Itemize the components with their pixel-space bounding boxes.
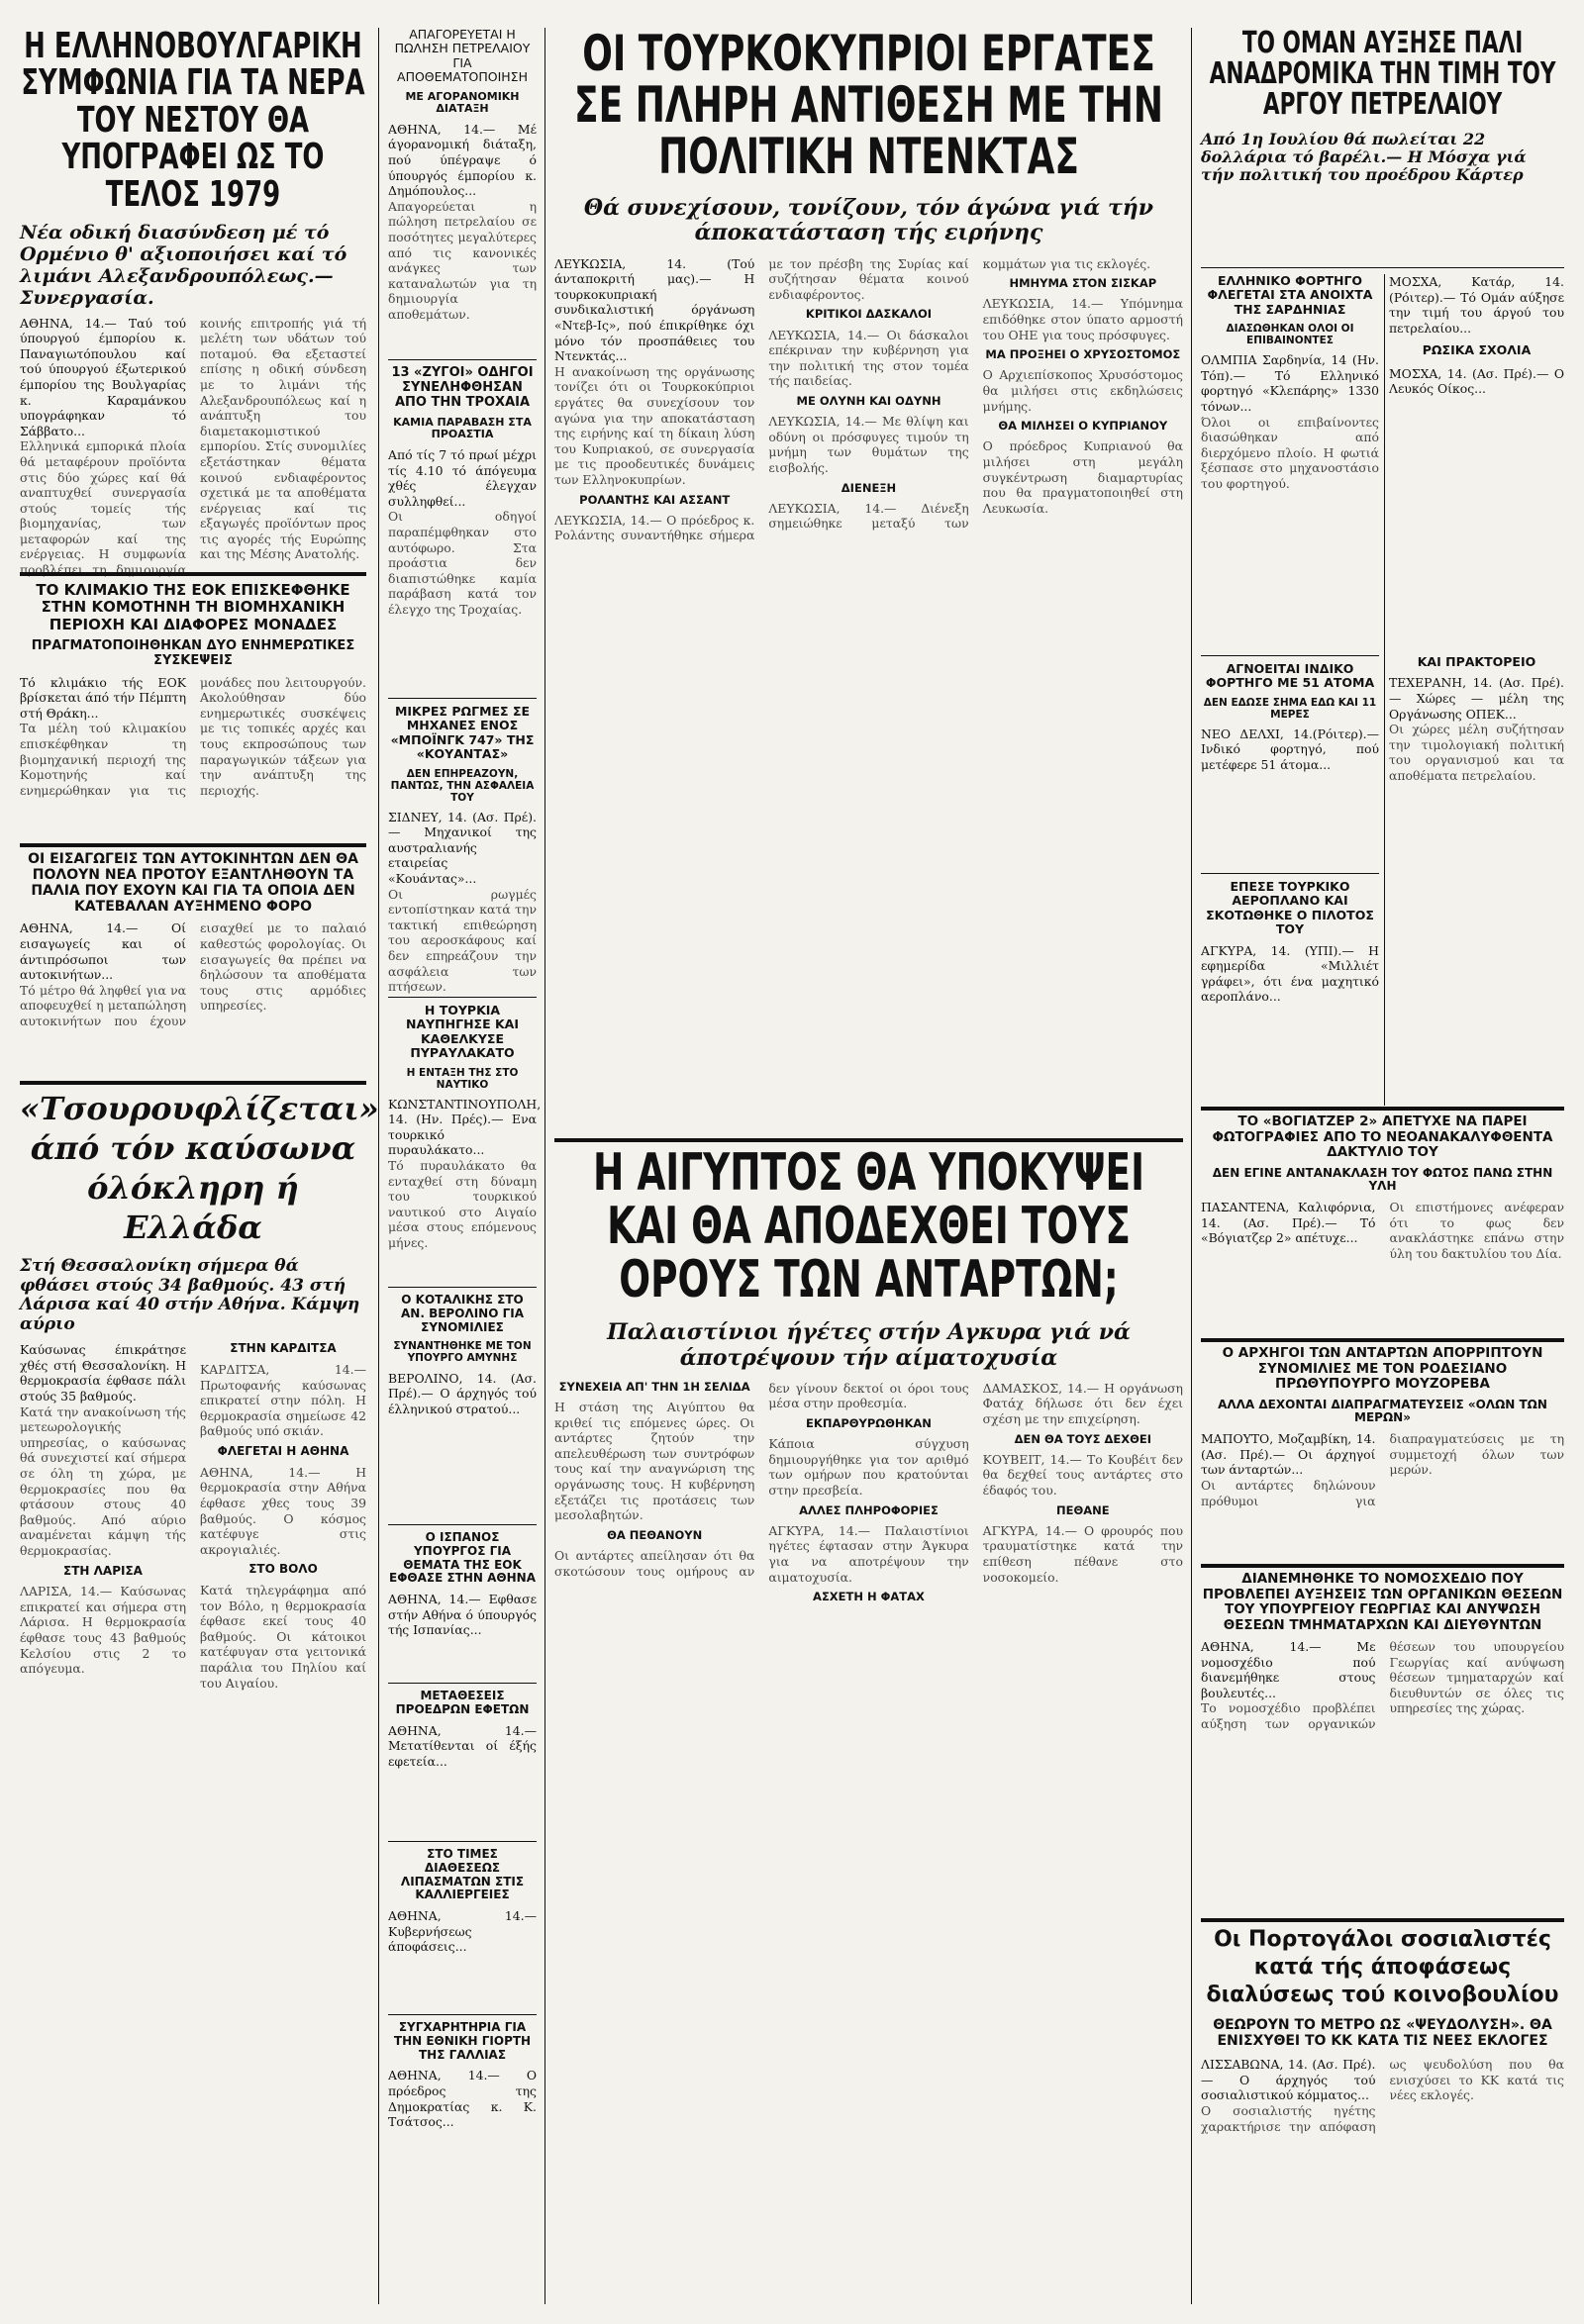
egypt-filler-4: ΑΓΚΥΡΑ, 14.— Παλαιστίνιοι ηγέτες έφτασαν στην Άγκυρα για να αποτρέψουν την αιματοχυσία. (768, 1522, 969, 1585)
rhodesia-kicker: ΑΛΛΑ ΔΕΧΟΝΤΑΙ ΔΙΑΠΡΑΓΜΑΤΕΥΣΕΙΣ «ΟΛΩΝ ΤΩΝ ΜΕΡΩΝ» (1218, 1397, 1547, 1425)
turkey-navy-article (388, 1003, 542, 1281)
petroleum-ban-article (388, 28, 537, 354)
turkish-plane-headline: ΕΠΕΣΕ ΤΟΥΡΚΙΚΟ ΑΕΡΟΠΛΑΝΟ ΚΑΙ ΣΚΟΤΩΘΗΚΕ Ο ΠΙΛΟΤΟΣ ΤΟΥ (1206, 879, 1374, 937)
portugal-body: ΛΙΣΣΑΒΩΝΑ, 14. (Ασ. Πρέ).— Ο άρχηγός τού σοσιαλιστικού κόμματος... (1201, 2057, 1376, 2103)
oman-dateline: ΜΟΣΧΑ, Κατάρ, 14. (Ρόιτερ).— Τό Ομάν αύξησε την τιμή του άργού του πετρελαίου... (1389, 274, 1564, 336)
egypt-subhead: Παλαιστίνιοι ήγέτες στήν Αγκυρα γιά νά άποτρέψουν τήν αίματοχυσία (607, 1319, 1131, 1371)
heatwave-body: Καύσωνας έπικράτησε χθές στή Θεσσαλονίκη. Η θερμοκρασία έφθασε πάλι στούς 35 βαθμούς. (20, 1342, 186, 1404)
rhodesia-filler: Οι αντάρτες δηλώνουν πρόθυμοι για διαπραγματεύσεις με τη συμμετοχή όλων των μερών. (1201, 1431, 1564, 1508)
greek-freighter-kicker: ΔΙΑΣΩΘΗΚΑΝ ΟΛΟΙ ΟΙ ΕΠΙΒΑΙΝΟΝΤΕΣ (1226, 323, 1354, 347)
cars-headline: ΟΙ ΕΙΣΑΓΩΓΕΙΣ ΤΩΝ ΑΥΤΟΚΙΝΗΤΩΝ ΔΕΝ ΘΑ ΠΟΛΟΥΝ ΝΕΑ ΠΡΟΤΟΥ ΕΞΑΝΤΛΗΘΟΥΝ ΤΑ ΠΑΛΙΑ ΠΟΥ ΕΧΟΥΝ ΚΑΙ ΓΙΑ ΤΑ ΟΠΟΙΑ ΔΕΝ ΚΑΤΕΒΑΛΑΝ ΑΥΞΗΜΕΝΟ ΦΟΡΟ (28, 851, 358, 916)
egypt-filler-6: ΚΟΥΒΕΙΤ, 14.— Το Κουβέιτ δεν θα δεχθεί τους αντάρτες στο έδαφός του. (982, 1451, 1183, 1499)
heatwave-filler-3: ΚΑΡΔΙΤΣΑ, 14.— Πρωτοφανής καύσωνας επικρατεί στην πόλη. Η θερμοκρασία σημείωσε 42 βαθμούς υπό σκιάν. (200, 1361, 366, 1439)
heatwave-filler-2: ΛΑΡΙΣΑ, 14.— Καύσωνας επικρατεί και σήμερα στη Λάρισα. Η θερμοκρασία έφθασε τους 43 βαθμούς Κελσίου στις 2 το απόγευμα. (20, 1584, 186, 1677)
fertilizers-headline: ΣΤΟ ΤΙΜΕΣ ΔΙΑΘΕΣΕΩΣ ΛΙΠΑΣΜΑΤΩΝ ΣΤΙΣ ΚΑΛΛΙΕΡΓΕΙΕΣ (400, 1847, 525, 1902)
heatwave-section-volos: ΣΤΟ ΒΟΛΟ (248, 1562, 318, 1577)
missing-freighter-body: ΝΕΟ ΔΕΛΧΙ, 14.(Ρόιτερ).— Ινδικό φορτηγό, πού μετέφερε 51 άτομα... (1201, 726, 1379, 773)
egypt-filler-3: Κάποια σύγχυση δημιουργήθηκε για τον αριθμό των ομήρων που κρατούνται στην πρεσβεία. (768, 1436, 969, 1499)
petroleum-ban-body: ΑΘΗΝΑ, 14.— Μέ άγορανομική διάταξη, πού ύπέγραψε ό ύπουργός έμπορίου κ. Δημόπουλος... (388, 121, 537, 199)
berlin-body: ΒΕΡΟΛΙΝΟ, 14. (Ασ. Πρέ).— Ο άρχηγός τού έλληνικού στρατού... (388, 1370, 537, 1416)
nestos-headline: Η ΕΛΛΗΝΟΒΟΥΛΓΑΡΙΚΗ ΣΥΜΦΩΝΙΑ ΓΙΑ ΤΑ ΝΕΡΑ ΤΟΥ ΝΕΣΤΟΥ ΘΑ ΥΠΟΓΡΑΦΕΙ ΩΣ ΤΟ ΤΕΛΟΣ 1979 (21, 26, 365, 215)
spanish-minister-headline: Ο ΙΣΠΑΝΟΣ ΥΠΟΥΡΓΟΣ ΓΙΑ ΘΕΜΑΤΑ ΤΗΣ ΕΟΚ ΕΦΘΑΣΕ ΣΤΗΝ ΑΘΗΝΑ (389, 1530, 536, 1586)
cyprus-section-3: ΜΕ ΟΛΥΝΗ ΚΑΙ ΟΔΥΝΗ (796, 393, 941, 408)
cypriot-workers-filler-4: ΛΕΥΚΩΣΙΑ, 14.— Με θλίψη και οδύνη οι πρόσφυγες τιμούν τη μνήμη των θυμάτων της εισβολής. (768, 414, 969, 475)
heatwave-filler-4: ΑΘΗΝΑ, 14.— Η θερμοκρασία στην Αθήνα έφθασε χθες τους 39 βαθμούς. Ο κόσμος κατέφυγε στις ακρογιαλιές. (200, 1464, 366, 1557)
berlin-headline: Ο ΚΟΤΑΛΙΚΗΣ ΣΤΟ ΑΝ. ΒΕΡΟΛΙΝΟ ΓΙΑ ΣΥΝΟΜΙΛΙΕΣ (401, 1293, 524, 1334)
turkish-plane-body: ΑΓΚΥΡΑ, 14. (ΥΠΙ).— Η εφημερίδα «Μιλλιέτ γράφει», ότι ένα μαχητικό αεροπλάνο... (1201, 942, 1379, 1005)
voyager-kicker: ΔΕΝ ΕΓΙΝΕ ΑΝΤΑΝΑΚΛΑΣΗ ΤΟΥ ΦΩΤΟΣ ΠΑΝΩ ΣΤΗΝ ΥΛΗ (1212, 1165, 1553, 1194)
egypt-filler-5: ΔΑΜΑΣΚΟΣ, 14.— Η οργάνωση Φατάχ δήλωσε ότι δεν έχει σχέση με την επιχείρηση. (982, 1380, 1183, 1427)
contractors-filler: Οι χώρες μέλη συζήτησαν την τιμολογιακή πολιτική του οργανισμού και τα αποθέματα πετρελαίου. (1389, 722, 1564, 783)
greek-freighter-filler: Όλοι οι επιβαίνοντες διασώθηκαν από διερχόμενο πλοίο. Η φωτιά ξέσπασε στο μηχανοστάσιο του φορτηγού. (1201, 414, 1379, 491)
promotions-filler: Το νομοσχέδιο προβλέπει αύξηση των οργανικών θέσεων του υπουργείου Γεωργίας καί ανύψωση θέσεων τμηματαρχών καί διευθυντών σε όλες τις υπηρεσίες της χώρας. (1201, 1639, 1564, 1732)
oman-article (1201, 28, 1564, 265)
berlin-kicker: ΣΥΝΑΝΤΗΘΗΚΕ ΜΕ ΤΟΝ ΥΠΟΥΡΓΟ ΑΜΥΝΗΣ (393, 1340, 532, 1365)
judges-body: ΑΘΗΝΑ, 14.— Μετατίθενται οί έξής εφετεία... (388, 1722, 537, 1769)
egypt-section-4: ΑΣΧΕΤΗ Η ΦΑΤΑΧ (813, 1590, 925, 1604)
heatwave-filler-5: Κατά τηλεγράφημα από τον Βόλο, η θερμοκρασία έφθασε εκεί τους 40 βαθμούς. Οι κάτοικοι κατέφυγαν στα γειτονικά παράλια του Πηλίου καί του Αιγαίου. (200, 1583, 366, 1691)
cypriot-workers-headline: ΟΙ ΤΟΥΡΚΟΚΥΠΡΙΟΙ ΕΡΓΑΤΕΣ ΣΕ ΠΛΗΡΗ ΑΝΤΙΘΕΣΗ ΜΕ ΤΗΝ ΠΟΛΙΤΙΚΗ ΝΤΕΝΚΤΑΣ (573, 25, 1164, 185)
contractors-headline: ΚΑΙ ΠΡΑΚΤΟΡΕΙΟ (1417, 654, 1536, 669)
promotions-headline: ΔΙΑΝΕΜΗΘΗΚΕ ΤΟ ΝΟΜΟΣΧΕΔΙΟ ΠΟΥ ΠΡΟΒΛΕΠΕΙ ΑΥΞΗΣΕΙΣ ΤΩΝ ΟΡΓΑΝΙΚΩΝ ΘΕΣΕΩΝ ΤΟΥ ΥΠΟΥΡΓΕΙΟΥ ΓΕΩΡΓΙΑΣ ΚΑΙ ΑΝΥΨΩΣΗ ΘΕΣΕΩΝ ΤΜΗΜΑΤΑΡΧΩΝ ΚΑΙ ΔΙΕΥΘΥΝΤΩΝ (1202, 1571, 1563, 1633)
jumbo-kicker: ΔΕΝ ΕΠΗΡΕΑΖΟΥΝ, ΠΑΝΤΩΣ, ΤΗΝ ΑΣΦΑΛΕΙΑ ΤΟΥ (390, 767, 535, 804)
nestos-article (20, 26, 366, 578)
missing-freighter-article (1201, 662, 1379, 870)
turkey-navy-kicker: Η ΕΝΤΑΞΗ ΤΗΣ ΣΤΟ ΝΑΥΤΙΚΟ (406, 1066, 519, 1091)
cypriot-workers-article (554, 25, 1183, 1131)
missing-freighter-kicker: ΔΕΝ ΕΔΩΣΕ ΣΗΜΑ ΕΔΩ ΚΑΙ 11 ΜΕΡΕΣ (1203, 696, 1377, 721)
berlin-article (388, 1294, 537, 1521)
egypt-section-3: ΑΛΛΕΣ ΠΛΗΡΟΦΟΡΙΕΣ (799, 1502, 939, 1517)
heatwave-headline: «Τσουρουφλίζεται» άπό τόν καύσωνα όλόκληρη ή Ελλάδα (20, 1090, 379, 1246)
fertilizers-article (388, 1848, 537, 2011)
cypriot-workers-filler-7: Ο Αρχιεπίσκοπος Χρυσόστομος θα μιλήσει στις εκδηλώσεις μνήμης. (982, 367, 1183, 414)
promotions-body: ΑΘΗΝΑ, 14.— Με νομοσχέδιο πού διανεμήθηκε στους βουλευτές... (1201, 1639, 1376, 1700)
portugal-headline: Οι Πορτογάλοι σοσιαλιστές κατά τής άποφάσεως διαλύσεως τού κοινοβουλίου (1206, 1927, 1559, 2007)
judges-headline: ΜΕΤΑΘΕΣΕΙΣ ΠΡΟΕΔΡΩΝ ΕΦΕΤΩΝ (395, 1689, 530, 1716)
cyprus-section-4: ΔΙΕΝΕΞΗ (841, 480, 897, 495)
cyprus-section-5: ΗΜΗΥΜΑ ΣΤΟΝ ΣΙΣΚΑΡ (1009, 276, 1157, 291)
cypriot-workers-filler-3: ΛΕΥΚΩΣΙΑ, 14.— Οι δάσκαλοι επέκριναν την κυβέρνηση για την πολιτική της στον τομέα τής παιδείας. (768, 327, 969, 389)
cars-body: ΑΘΗΝΑ, 14.— Οί εισαγωγείς και οί άντιπρόσωποι των αυτοκινήτων... (20, 920, 186, 983)
jumbo-filler: Οι ρωγμές εντοπίστηκαν κατά την τακτική επιθεώρηση του αεροσκάφους καί δεν επηρεάζουν την ασφάλεια των πτήσεων. (388, 886, 537, 995)
cyprus-section-1: ΡΟΛΑΝΤΗΣ ΚΑΙ ΑΣΣΑΝΤ (579, 492, 731, 507)
cypriot-workers-filler-8: Ο πρόεδρος Κυπριανού θα μιλήσει στη μεγάλη συγκέντρωση διαμαρτυρίας που θα πραγματοποιηθεί στη Λευκωσία. (982, 438, 1183, 516)
turkish-plane-article (1201, 880, 1379, 1103)
spanish-minister-article (388, 1531, 537, 1680)
missing-freighter-headline: ΑΓΝΟΕΙΤΑΙ ΙΝΔΙΚΟ ΦΟΡΤΗΓΟ ΜΕ 51 ΑΤΟΜΑ (1205, 661, 1375, 691)
eoc-komotini-article (20, 582, 366, 834)
cyprus-section-7: ΘΑ ΜΙΛΗΣΕΙ Ο ΚΥΠΡΙΑΝΟΥ (998, 419, 1168, 434)
jumbo-article (388, 704, 537, 995)
eoc-komotini-headline: ΤΟ ΚΛΙΜΑΚΙΟ ΤΗΣ ΕΟΚ ΕΠΙΣΚΕΦΘΗΚΕ ΣΤΗΝ ΚΟΜΟΤΗΝΗ ΤΗ ΒΙΟΜΗΧΑΝΙΚΗ ΠΕΡΙΟΧΗ ΚΑΙ ΔΙΑΦΟΡΕΣ ΜΟΝΑΔΕΣ (36, 581, 350, 633)
portugal-kicker: ΘΕΩΡΟΥΝ ΤΟ ΜΕΤΡΟ ΩΣ «ΨΕΥΔΟΛΥΣΗ». ΘΑ ΕΝΙΣΧΥΘΕΙ ΤΟ ΚΚ ΚΑΤΑ ΤΙΣ ΝΕΕΣ ΕΚΛΟΓΕΣ (1213, 2017, 1552, 2050)
zygoi-body: Από τίς 7 τό πρωί μέχρι τίς 4.10 τό άπόγευμα χθές έλεγχαν συλληφθεί... (388, 447, 537, 509)
fertilizers-body: ΑΘΗΝΑ, 14.— Κυβερνήσεως άποφάσεις... (388, 1908, 537, 1955)
eoc-komotini-filler: Τα μέλη τού κλιμακίου επισκέφθηκαν τη βιομηχανική περιοχή της Κομοτηνής καί ενημερώθηκαν για τις μονάδες που λειτουργούν. Ακολούθησαν δύο ενημερωτικές συσκέψεις με τις τοπικές αρχές και τους εκπροσώπους των παραγωγικών τάξεων για την ανάπτυξη της περιοχής. (20, 674, 366, 798)
turkey-navy-body: ΚΩΝΣΤΑΝΤΙΝΟΥΠΟΛΗ, 14. (Ην. Πρές).— Ενα τουρκικό πυραυλάκατο... (388, 1096, 542, 1158)
voyager-article (1201, 1114, 1564, 1332)
heatwave-section-karditsa: ΣΤΗΝ ΚΑΡΔΙΤΣΑ (230, 1341, 337, 1356)
greek-freighter-article (1201, 274, 1379, 650)
zygoi-article (388, 366, 537, 693)
zygoi-filler: Οι οδηγοί παραπέμφθηκαν στο αυτόφωρο. Στα προάστια δεν διαπιστώθηκε καμία παράβαση κατά τον έλεγχο της Τροχαίας. (388, 509, 537, 618)
turkey-navy-headline: Η ΤΟΥΡΚΙΑ ΝΑΥΠΗΓΗΣΕ ΚΑΙ ΚΑΘΕΛΚΥΣΕ ΠΥΡΑΥΛΑΚΑΤΟ (406, 1003, 519, 1061)
greek-freighter-headline: ΕΛΛΗΝΙΚΟ ΦΟΡΤΗΓΟ ΦΛΕΓΕΤΑΙ ΣΤΑ ΑΝΟΙΧΤΑ ΤΗΣ ΣΑΡΔΗΝΙΑΣ (1207, 273, 1373, 317)
egypt-continued: ΣΥΝΕΧΕΙΑ ΑΠ' ΤΗΝ 1Η ΣΕΛΙΔΑ (558, 1379, 750, 1394)
egypt-filler-2: Οι αντάρτες απείλησαν ότι θα σκοτώσουν τους ομήρους αν δεν γίνουν δεκτοί οι όροι τους μέσα στην προθεσμία. (554, 1380, 969, 1579)
petroleum-ban-filler: Απαγορεύεται η πώληση πετρελαίου σε ποσότητες μεγαλύτερες από τις κανονικές ανάγκες των καταναλωτών για τη δημιουργία αποθεμάτων. (388, 198, 537, 322)
egypt-article (554, 1143, 1183, 2309)
cars-filler: Τό μέτρο θά ληφθεί για να αποφευχθεί η μεταπώληση αυτοκινήτων που έχουν εισαχθεί με το παλαιό καθεστώς φορολογίας. Οι εισαγωγείς θα πρέπει να δηλώσουν τα αποθέματα τους στις αρμόδιες υπηρεσίες. (20, 920, 366, 1028)
egypt-section-6: ΠΕΘΑΝΕ (1056, 1502, 1110, 1517)
cypriot-workers-filler-2: ΛΕΥΚΩΣΙΑ, 14.— Ο πρόεδρος κ. Ρολάντης συναντήθηκε σήμερα με τον πρέσβη της Συρίας καί συζήτησαν θέματα κοινού ενδιαφέροντος. (554, 255, 969, 543)
portugal-article (1201, 1926, 1564, 2307)
egypt-headline: Η ΑΙΓΥΠΤΟΣ ΘΑ ΥΠΟΚΥΨΕΙ ΚΑΙ ΘΑ ΑΠΟΔΕΧΘΕΙ ΤΟΥΣ ΟΡΟΥΣ ΤΩΝ ΑΝΤΑΡΤΩΝ; (592, 1143, 1145, 1310)
cypriot-workers-filler-5: ΛΕΥΚΩΣΙΑ, 14.— Διένεξη σημειώθηκε μεταξύ των κομμάτων για τις εκλογές. (768, 255, 1151, 532)
egypt-section-2: ΕΚΠΑΡΘΥΡΩΘΗΚΑΝ (806, 1416, 932, 1431)
voyager-body: ΠΑΣΑΝΤΕΝΑ, Καλιφόρνια, 14. (Ασ. Πρέ).— Τό «Βόγιατζερ 2» απέτυχε... (1201, 1200, 1376, 1246)
rhodesia-headline: Ο ΑΡΧΗΓΟΙ ΤΩΝ ΑΝΤΑΡΤΩΝ ΑΠΟΡΡΙΠΤΟΥΝ ΣΥΝΟΜΙΛΙΕΣ ΜΕ ΤΟΝ ΡΟΔΕΣΙΑΝΟ ΠΡΩΘΥΠΟΥΡΓΟ ΜΟΥΖΟΡΕΒΑ (1222, 1345, 1543, 1393)
eoc-komotini-kicker: ΠΡΑΓΜΑΤΟΠΟΙΗΘΗΚΑΝ ΔΥΟ ΕΝΗΜΕΡΩΤΙΚΕΣ ΣΥΣΚΕΨΕΙΣ (31, 637, 355, 668)
voyager-headline: ΤΟ «ΒΟΓΙΑΤΖΕΡ 2» ΑΠΕΤΥΧΕ ΝΑ ΠΑΡΕΙ ΦΩΤΟΓΡΑΦΙΕΣ ΑΠΟ ΤΟ ΝΕΟΑΝΑΚΑΛΥΦΘΕΝΤΑ ΔΑΚΤΥΛΙΟ ΤΟΥ (1212, 1114, 1553, 1161)
spanish-minister-body: ΑΘΗΝΑ, 14.— Εφθασε στήν Αθήνα ό ύπουργός τής Ισπανίας... (388, 1592, 537, 1638)
oman-body (1389, 274, 1564, 650)
cypriot-workers-filler-1: Η ανακοίνωση της οργάνωσης τονίζει ότι οι Τουρκοκύπριοι εργάτες θα συνεχίσουν τον αγώνα για την αποκατάσταση της ειρήνης καί τη δίκαιη λύση του Κυπριακού, σε συνεργασία με τις προοδευτικές δυνάμεις των Ελληνοκυπρίων. (554, 363, 755, 487)
heatwave-article (20, 1089, 379, 2311)
cypriot-workers-body: ΛΕΥΚΩΣΙΑ, 14. (Τού άνταποκριτή μας).— Η τουρκοκυπριακή συνδικαλιστική όργάνωση «Ντεβ-Ις», πού έπικρίθηκε όχι μόνο τόν προσπάθειες του Ντενκτάς... (554, 255, 755, 364)
rhodesia-body: ΜΑΠΟΥΤΟ, Μοζαμβίκη, 14. (Ασ. Πρέ).— Οι άρχηγοί των άνταρτών... (1201, 1431, 1376, 1478)
congrats-article (388, 2021, 537, 2308)
turkey-navy-filler: Τό πυραυλάκατο θα ενταχθεί στη δύναμη του τουρκικού ναυτικού στο Αιγαίο μέσα στους επόμενους μήνες. (388, 1158, 537, 1250)
cyprus-section-6: ΜΑ ΠΡΟΞΗΕΙ Ο ΧΡΥΣΟΣΤΟΜΟΣ (985, 347, 1181, 362)
jumbo-body: ΣΙΔΝΕΥ, 14. (Ασ. Πρέ).— Μηχανικοί της αυστραλιανής εταιρείας «Κουάντας»... (388, 809, 537, 887)
voyager-filler: Οι επιστήμονες ανέφεραν ότι το φως δεν ανακλάστηκε επάνω στην ύλη του δακτυλίου του Δία. (1389, 1200, 1564, 1261)
egypt-section-5: ΔΕΝ ΘΑ ΤΟΥΣ ΔΕΧΘΕΙ (1014, 1431, 1152, 1446)
cypriot-workers-subhead: Θά συνεχίσουν, τονίζουν, τόν άγώνα γιά τήν άποκατάσταση τής ειρήνης (583, 195, 1154, 246)
heatwave-subhead: Στή Θεσσαλονίκη σήμερα θά φθάσει στούς 34 βαθμούς. 43 στή Λάρισα καί 40 στήν Αθήνα. Κάμψη αύριο (20, 1256, 360, 1334)
jumbo-headline: ΜΙΚΡΕΣ ΡΩΓΜΕΣ ΣΕ ΜΗΧΑΝΕΣ ΕΝΟΣ «ΜΠΟΪΝΓΚ 747» ΤΗΣ «ΚΟΥΑΝΤΑΣ» (390, 704, 535, 762)
heatwave-section-larisa: ΣΤΗ ΛΑΡΙΣΑ (63, 1563, 143, 1578)
cypriot-workers-filler-6: ΛΕΥΚΩΣΙΑ, 14.— Υπόμνημα επιδόθηκε στον ύπατο αρμοστή του ΟΗΕ για τους πρόσφυγες. (982, 296, 1183, 342)
greek-freighter-body: ΟΛΜΠΙΑ Σαρδηνία, 14 (Ην. Τόπ).— Τό Ελληνικό φορτηγό «Κλεπάρης» 1330 τόνων... (1201, 352, 1379, 415)
russian-school-body: ΜΟΣΧΑ, 14. (Ασ. Πρέ).— Ο Λευκός Οίκος... (1389, 365, 1564, 397)
nestos-body: ΑΘΗΝΑ, 14.— Ταύ τού ύπουργού έμπορίου κ. Παναγιωτόπουλου καί τού ύπουργού έξωτερικού έμπορίου της Βουλγαρίας κ. Καραμάνκου υπογράφηκαν τό Σάββατο... (20, 315, 186, 438)
contractors-body: ΤΕΧΕΡΑΝΗ, 14. (Ασ. Πρέ).— Χώρες — μέλη της Οργάνωσης ΟΠΕΚ... (1389, 675, 1564, 722)
rhodesia-article (1201, 1346, 1564, 1559)
oman-headline: ΤΟ ΟΜΑΝ ΑΥΞΗΣΕ ΠΑΛΙ ΑΝΑΔΡΟΜΙΚΑ ΤΗΝ ΤΙΜΗ ΤΟΥ ΑΡΓΟΥ ΠΕΤΡΕΛΑΙΟΥ (1209, 26, 1556, 123)
egypt-filler-7: ΑΓΚΥΡΑ, 14.— Ο φρουρός που τραυματίστηκε κατά την επίθεση πέθανε στο νοσοκομείο. (982, 1522, 1183, 1585)
zygoi-headline: 13 «ΖΥΓΟΙ» ΟΔΗΓΟΙ ΣΥΝΕΛΗΦΘΗΣΑΝ ΑΠΟ ΤΗΝ ΤΡΟΧΑΙΑ (391, 365, 534, 410)
egypt-section-1: ΘΑ ΠΕΘΑΝΟΥΝ (607, 1527, 703, 1542)
russian-school-headline: ΡΩΣΙΚΑ ΣΧΟΛΙΑ (1422, 342, 1532, 358)
portugal-filler: Ο σοσιαλιστής ηγέτης χαρακτήρισε την απόφαση ως ψευδολύση που θα ενισχύσει το ΚΚ κατά τις νέες εκλογές. (1201, 2057, 1564, 2134)
contractors-article (1389, 655, 1564, 1101)
oman-subhead: Από 1η Ιουλίου θά πωλείται 22 δολλάρια τό βαρέλι.— Η Μόσχα γιά τήν πολιτική του προέδρου Κάρτερ (1201, 129, 1527, 185)
petroleum-ban-headline: ΑΠΑΓΟΡΕΥΕΤΑΙ Η ΠΩΛΗΣΗ ΠΕΤΡΕΛΑΙΟΥ ΓΙΑ ΑΠΟΘΕΜΑΤΟΠΟΙΗΣΗ (394, 27, 531, 85)
cars-article (20, 851, 366, 1074)
cyprus-section-2: ΚΡΙΤΙΚΟΙ ΔΑΣΚΑΛΟΙ (805, 307, 933, 322)
promotions-article (1201, 1572, 1564, 1913)
egypt-filler-1: Η στάση της Αιγύπτου θα κριθεί τις επόμενες ώρες. Οι αντάρτες ζητούν την απελευθέρωση των συντρόφων τους καί την αναγνώριση της οργάνωσης τους. Η κυβέρνηση εξετάζει τις προτάσεις των μεσολαβητών. (554, 1400, 755, 1523)
heatwave-section-athens: ΦΛΕΓΕΤΑΙ Η ΑΘΗΝΑ (217, 1443, 349, 1458)
nestos-filler: Ελληνικά εμπορικά πλοία θά μεταφέρουν προϊόντα στις δύο χώρες καί θά αναπτυχθεί συνεργασία στούς τομείς τής βιομηχανίας, των μεταφορών καί της ενέργειας. Η συμφωνία προβλέπει τη δημιουργία κοινής επιτροπής γιά τή μελέτη των υδάτων τού ποταμού. Θα εξεταστεί επίσης η οδική σύνδεση με το λιμάνι τής Αλεξανδρουπόλεως καί η ανάπτυξη του διαμετακομιστικού εμπορίου. Στίς συνομιλίες εξετάστηκαν θέματα κοινού ενδιαφέροντος σχετικά με τα αποθέματα ενέργειας καί τις εξαγωγές προϊόντων προς τις αγορές τής Ευρώπης και της Μέσης Ανατολής. (20, 315, 366, 578)
congrats-headline: ΣΥΓΧΑΡΗΤΗΡΙΑ ΓΙΑ ΤΗΝ ΕΘΝΙΚΗ ΓΙΟΡΤΗ ΤΗΣ ΓΑΛΛΙΑΣ (393, 2020, 532, 2062)
nestos-subhead: Νέα οδική διασύνδεση μέ τό Ορμένιο θ' αξιοποιήσει καί τό λιμάνι Αλεξανδρουπόλεως.— Συνεργασία. (20, 222, 347, 309)
zygoi-kicker: ΚΑΜΙΑ ΠΑΡΑΒΑΣΗ ΣΤΑ ΠΡΟΑΣΤΙΑ (393, 415, 532, 441)
judges-article (388, 1690, 537, 1838)
heatwave-filler-1: Κατά την ανακοίνωση τής μετεωρολογικής υπηρεσίας, ο καύσωνας θά συνεχιστεί καί σήμερα σε όλη τη χώρα, με θερμοκρασίες που θα φτάσουν στους 40 βαθμούς. Από αύριο αναμένεται κάμψη τής θερμοκρασίας. (20, 1404, 186, 1558)
petroleum-ban-kicker: ΜΕ ΑΓΟΡΑΝΟΜΙΚΗ ΔΙΑΤΑΞΗ (405, 89, 520, 116)
eoc-komotini-body: Τό κλιμάκιο τής ΕΟΚ βρίσκεται άπό τήν Πέμπτη στή Θράκη... (20, 674, 186, 721)
congrats-body: ΑΘΗΝΑ, 14.— Ο πρόεδρος της Δημοκρατίας κ. Κ. Τσάτσος... (388, 2068, 537, 2130)
